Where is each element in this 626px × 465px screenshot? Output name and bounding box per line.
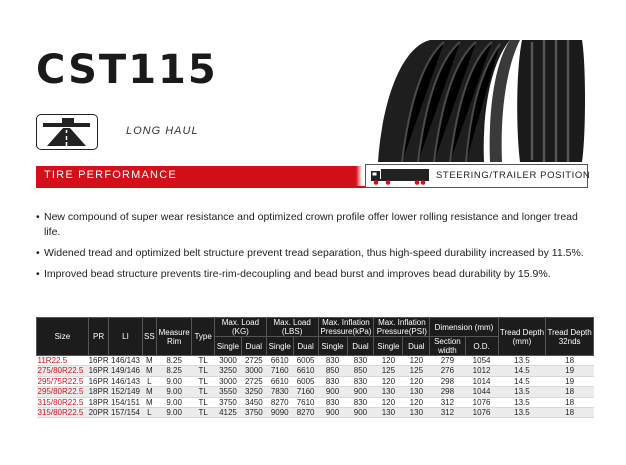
bullet-icon: • — [36, 247, 40, 259]
table-cell: 9.00 — [157, 387, 192, 397]
table-cell: 830 — [347, 376, 374, 386]
table-cell: 3750 — [215, 397, 242, 407]
header-dual: Dual — [293, 337, 318, 356]
table-cell: 4125 — [215, 408, 242, 418]
header-pr: PR — [88, 318, 109, 356]
table-cell: 3550 — [215, 387, 242, 397]
table-cell: 130 — [374, 387, 403, 397]
table-cell: 120 — [374, 397, 403, 407]
header-ss: SS — [142, 318, 156, 356]
tire-size-cell: 295/80R22.5 — [37, 387, 89, 397]
table-cell: 149/146 — [109, 366, 142, 376]
header-single: Single — [215, 337, 242, 356]
table-cell: 1012 — [465, 366, 498, 376]
table-cell: 146/143 — [109, 376, 142, 386]
table-cell: 120 — [403, 397, 430, 407]
banner-underline — [36, 186, 366, 188]
table-cell: TL — [192, 366, 215, 376]
table-cell: 850 — [347, 366, 374, 376]
table-cell: 20PR — [88, 408, 109, 418]
spec-table — [36, 317, 594, 418]
table-cell: 2725 — [241, 356, 266, 366]
header-od: O.D. — [465, 337, 498, 356]
table-cell: M — [142, 387, 156, 397]
table-cell: 120 — [374, 376, 403, 386]
table-cell: 14.5 — [498, 366, 546, 376]
table-cell: 16PR — [88, 356, 109, 365]
table-cell: 312 — [430, 397, 465, 407]
table-cell: 18 — [546, 397, 594, 407]
feature-text: Widened tread and optimized belt structure prevent tread separation, thus high-speed durability increased by 11.5%. — [44, 247, 584, 259]
table-cell: 3000 — [215, 376, 242, 386]
table-cell: 130 — [403, 408, 430, 418]
table-cell: TL — [192, 408, 215, 418]
tire-size-cell: 315/80R22.5 — [37, 397, 89, 407]
header-li: LI — [109, 318, 142, 356]
table-cell: 157/154 — [109, 408, 142, 418]
table-row — [37, 397, 594, 407]
table-cell: 125 — [374, 366, 403, 376]
table-cell: 3750 — [241, 408, 266, 418]
table-cell: 120 — [374, 356, 403, 366]
position-label: STEERING/TRAILER POSITION — [436, 170, 591, 181]
header-pressure-psi: Max. Inflation Pressure(PSI) — [374, 318, 430, 337]
table-cell: 8270 — [266, 397, 293, 407]
table-cell: 1076 — [465, 408, 498, 418]
table-cell: TL — [192, 356, 215, 366]
header-single: Single — [318, 337, 347, 356]
highway-road-icon — [36, 114, 98, 150]
table-cell: 1014 — [465, 376, 498, 386]
feature-list — [36, 210, 596, 288]
table-cell: 7830 — [266, 387, 293, 397]
header-size: Size — [37, 318, 89, 356]
feature-text: Improved bead structure prevents tire-rim-decoupling and bead burst and improves bead durability by 15.9%. — [44, 268, 551, 280]
table-cell: 7160 — [266, 366, 293, 376]
tire-size-cell: 295/75R22.5 — [37, 376, 89, 386]
header-type: Type — [192, 318, 215, 356]
table-cell: 16PR — [88, 376, 109, 386]
table-cell: 830 — [318, 376, 347, 386]
table-cell: 3250 — [215, 366, 242, 376]
tire-size-cell: 275/80R22.5 — [37, 366, 89, 376]
header-dual: Dual — [403, 337, 430, 356]
header-single: Single — [374, 337, 403, 356]
table-cell: 16PR — [88, 366, 109, 376]
bullet-icon: • — [36, 268, 40, 280]
feature-item — [36, 246, 596, 261]
table-cell: TL — [192, 387, 215, 397]
table-cell: 7610 — [293, 397, 318, 407]
table-cell: 298 — [430, 387, 465, 397]
table-cell: 7160 — [293, 387, 318, 397]
truck-trailer-icon — [371, 168, 431, 185]
table-cell: M — [142, 397, 156, 407]
table-row — [37, 387, 594, 397]
feature-text: New compound of super wear resistance and optimized crown profile offer lower rolling resistance and longer tread life. — [44, 211, 578, 238]
table-cell: 13.5 — [498, 387, 546, 397]
header-max-load-lbs: Max. Load (LBS) — [266, 318, 318, 337]
bullet-icon: • — [36, 211, 40, 223]
feature-item — [36, 267, 596, 282]
table-cell: 900 — [318, 387, 347, 397]
table-cell: 6005 — [293, 356, 318, 366]
table-cell: 3250 — [241, 387, 266, 397]
table-cell: 279 — [430, 356, 465, 366]
table-cell: 900 — [347, 408, 374, 418]
table-cell: 900 — [347, 387, 374, 397]
table-cell: 18 — [546, 356, 594, 366]
table-cell: 120 — [403, 356, 430, 366]
table-cell: 850 — [318, 366, 347, 376]
header-dimension: Dimension (mm) — [430, 318, 498, 337]
table-cell: 6610 — [266, 356, 293, 366]
tire-size-cell: 11R22.5 — [37, 356, 89, 366]
table-cell: 19 — [546, 366, 594, 376]
header-pressure-kpa: Max. Inflation Pressure(kPa) — [318, 318, 374, 337]
table-cell: 13.5 — [498, 397, 546, 407]
table-cell: 298 — [430, 376, 465, 386]
header-tread-depth-mm: Tread Depth (mm) — [498, 318, 546, 356]
table-cell: TL — [192, 397, 215, 407]
table-cell: 8.25 — [157, 356, 192, 366]
table-row — [37, 356, 594, 366]
header-tread-depth-32nds: Tread Depth 32nds — [546, 318, 594, 356]
table-cell: 18PR — [88, 397, 109, 407]
table-row — [37, 366, 594, 376]
table-row — [37, 408, 594, 418]
table-cell: 830 — [318, 397, 347, 407]
tire-tread-images — [360, 34, 590, 162]
tire-size-cell: 315/80R22.5 — [37, 408, 89, 418]
table-cell: 830 — [347, 397, 374, 407]
table-cell: M — [142, 366, 156, 376]
performance-label: TIRE PERFORMANCE — [44, 169, 177, 181]
table-cell: L — [142, 376, 156, 386]
table-cell: 130 — [403, 387, 430, 397]
table-cell: 3000 — [241, 366, 266, 376]
table-cell: 276 — [430, 366, 465, 376]
header-rim: Measure Rim — [157, 318, 192, 356]
table-cell: 13.5 — [498, 408, 546, 418]
table-cell: 1076 — [465, 397, 498, 407]
table-cell: 125 — [403, 366, 430, 376]
table-cell: 312 — [430, 408, 465, 418]
table-cell: 3000 — [215, 356, 242, 366]
table-row — [37, 376, 594, 386]
header-dual: Dual — [241, 337, 266, 356]
table-cell: 154/151 — [109, 397, 142, 407]
table-cell: 6610 — [266, 376, 293, 386]
table-cell: 146/143 — [109, 356, 142, 366]
table-cell: 6005 — [293, 376, 318, 386]
table-cell: M — [142, 356, 156, 366]
header-section-width: Section width — [430, 337, 465, 356]
header-max-load-kg: Max. Load (KG) — [215, 318, 267, 337]
table-cell: 900 — [318, 408, 347, 418]
performance-banner-fade — [356, 166, 362, 186]
table-cell: 18 — [546, 387, 594, 397]
usage-label: LONG HAUL — [126, 125, 199, 137]
table-cell: 9.00 — [157, 408, 192, 418]
table-cell: 9090 — [266, 408, 293, 418]
table-cell: 6610 — [293, 366, 318, 376]
table-cell: 1044 — [465, 387, 498, 397]
table-cell: 3450 — [241, 397, 266, 407]
table-cell: L — [142, 408, 156, 418]
model-title: CST115 — [36, 47, 218, 93]
table-cell: 830 — [347, 356, 374, 366]
table-cell: 13.5 — [498, 356, 546, 366]
header-single: Single — [266, 337, 293, 356]
table-cell: 19 — [546, 376, 594, 386]
table-cell: TL — [192, 376, 215, 386]
table-cell: 2725 — [241, 376, 266, 386]
feature-item — [36, 210, 596, 240]
table-cell: 14.5 — [498, 376, 546, 386]
table-cell: 9.00 — [157, 397, 192, 407]
table-cell: 1054 — [465, 356, 498, 366]
spec-table-body — [37, 356, 594, 418]
table-cell: 18PR — [88, 387, 109, 397]
table-cell: 830 — [318, 356, 347, 366]
header-dual: Dual — [347, 337, 374, 356]
table-cell: 8.25 — [157, 366, 192, 376]
table-cell: 8270 — [293, 408, 318, 418]
table-cell: 18 — [546, 408, 594, 418]
table-cell: 130 — [374, 408, 403, 418]
table-cell: 120 — [403, 376, 430, 386]
table-cell: 9.00 — [157, 376, 192, 386]
table-cell: 152/149 — [109, 387, 142, 397]
